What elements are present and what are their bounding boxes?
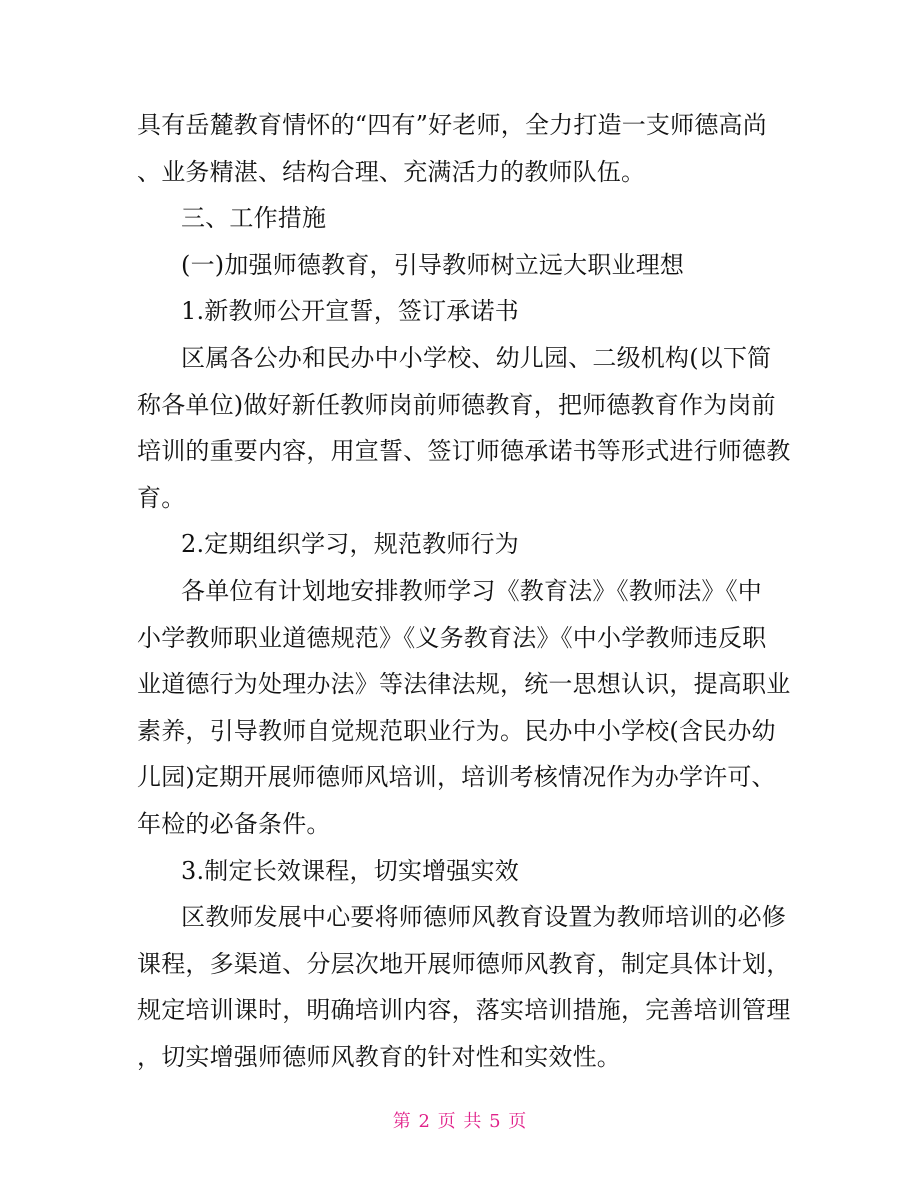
text-line: 、业务精湛、结构合理、充满活力的教师队伍。 <box>137 157 646 186</box>
text-line: 三、工作措施 <box>181 204 327 233</box>
text-line: 规定培训课时，明确培训内容，落实培训措施，完善培训管理 <box>137 996 791 1025</box>
text-line: 3.制定长效课程，切实增强实效 <box>181 856 519 885</box>
text-line: 称各单位)做好新任教师岗前师德教育，把师德教育作为岗前 <box>137 390 776 419</box>
text-line: 具有岳麓教育情怀的“四有”好老师，全力打造一支师德高尚 <box>137 111 767 139</box>
text-line: ，切实增强师德师风教育的针对性和实效性。 <box>137 1042 621 1071</box>
text-line: 素养，引导教师自觉规范职业行为。民办中小学校(含民办幼 <box>137 716 776 745</box>
text-line: (一)加强师德教育，引导教师树立远大职业理想 <box>181 250 685 279</box>
text-line: 儿园)定期开展师德师风培训，培训考核情况作为办学许可、 <box>137 763 776 792</box>
text-line: 业道德行为处理办法》等法律法规，统一思想认识，提高职业 <box>137 670 791 699</box>
text-line: 1.新教师公开宣誓，签订承诺书 <box>181 297 519 326</box>
text-line: 年检的必备条件。 <box>137 809 331 838</box>
text-line: 区属各公办和民办中小学校、幼儿园、二级机构(以下简 <box>181 343 772 372</box>
page-footer: 第 2 页 共 5 页 <box>392 1111 528 1132</box>
body-text <box>137 102 789 1080</box>
text-line: 区教师发展中心要将师德师风教育设置为教师培训的必修 <box>181 903 786 932</box>
text-line: 育。 <box>137 483 186 512</box>
text-line: 培训的重要内容，用宣誓、签订师德承诺书等形式进行师德教 <box>137 437 791 466</box>
text-line: 各单位有计划地安排教师学习《教育法》《教师法》《中 <box>181 576 762 605</box>
text-line: 小学教师职业道德规范》《义务教育法》《中小学教师违反职 <box>137 623 767 652</box>
text-line: 课程，多渠道、分层次地开展师德师风教育，制定具体计划， <box>137 949 791 978</box>
text-line: 2.定期组织学习，规范教师行为 <box>181 530 519 559</box>
